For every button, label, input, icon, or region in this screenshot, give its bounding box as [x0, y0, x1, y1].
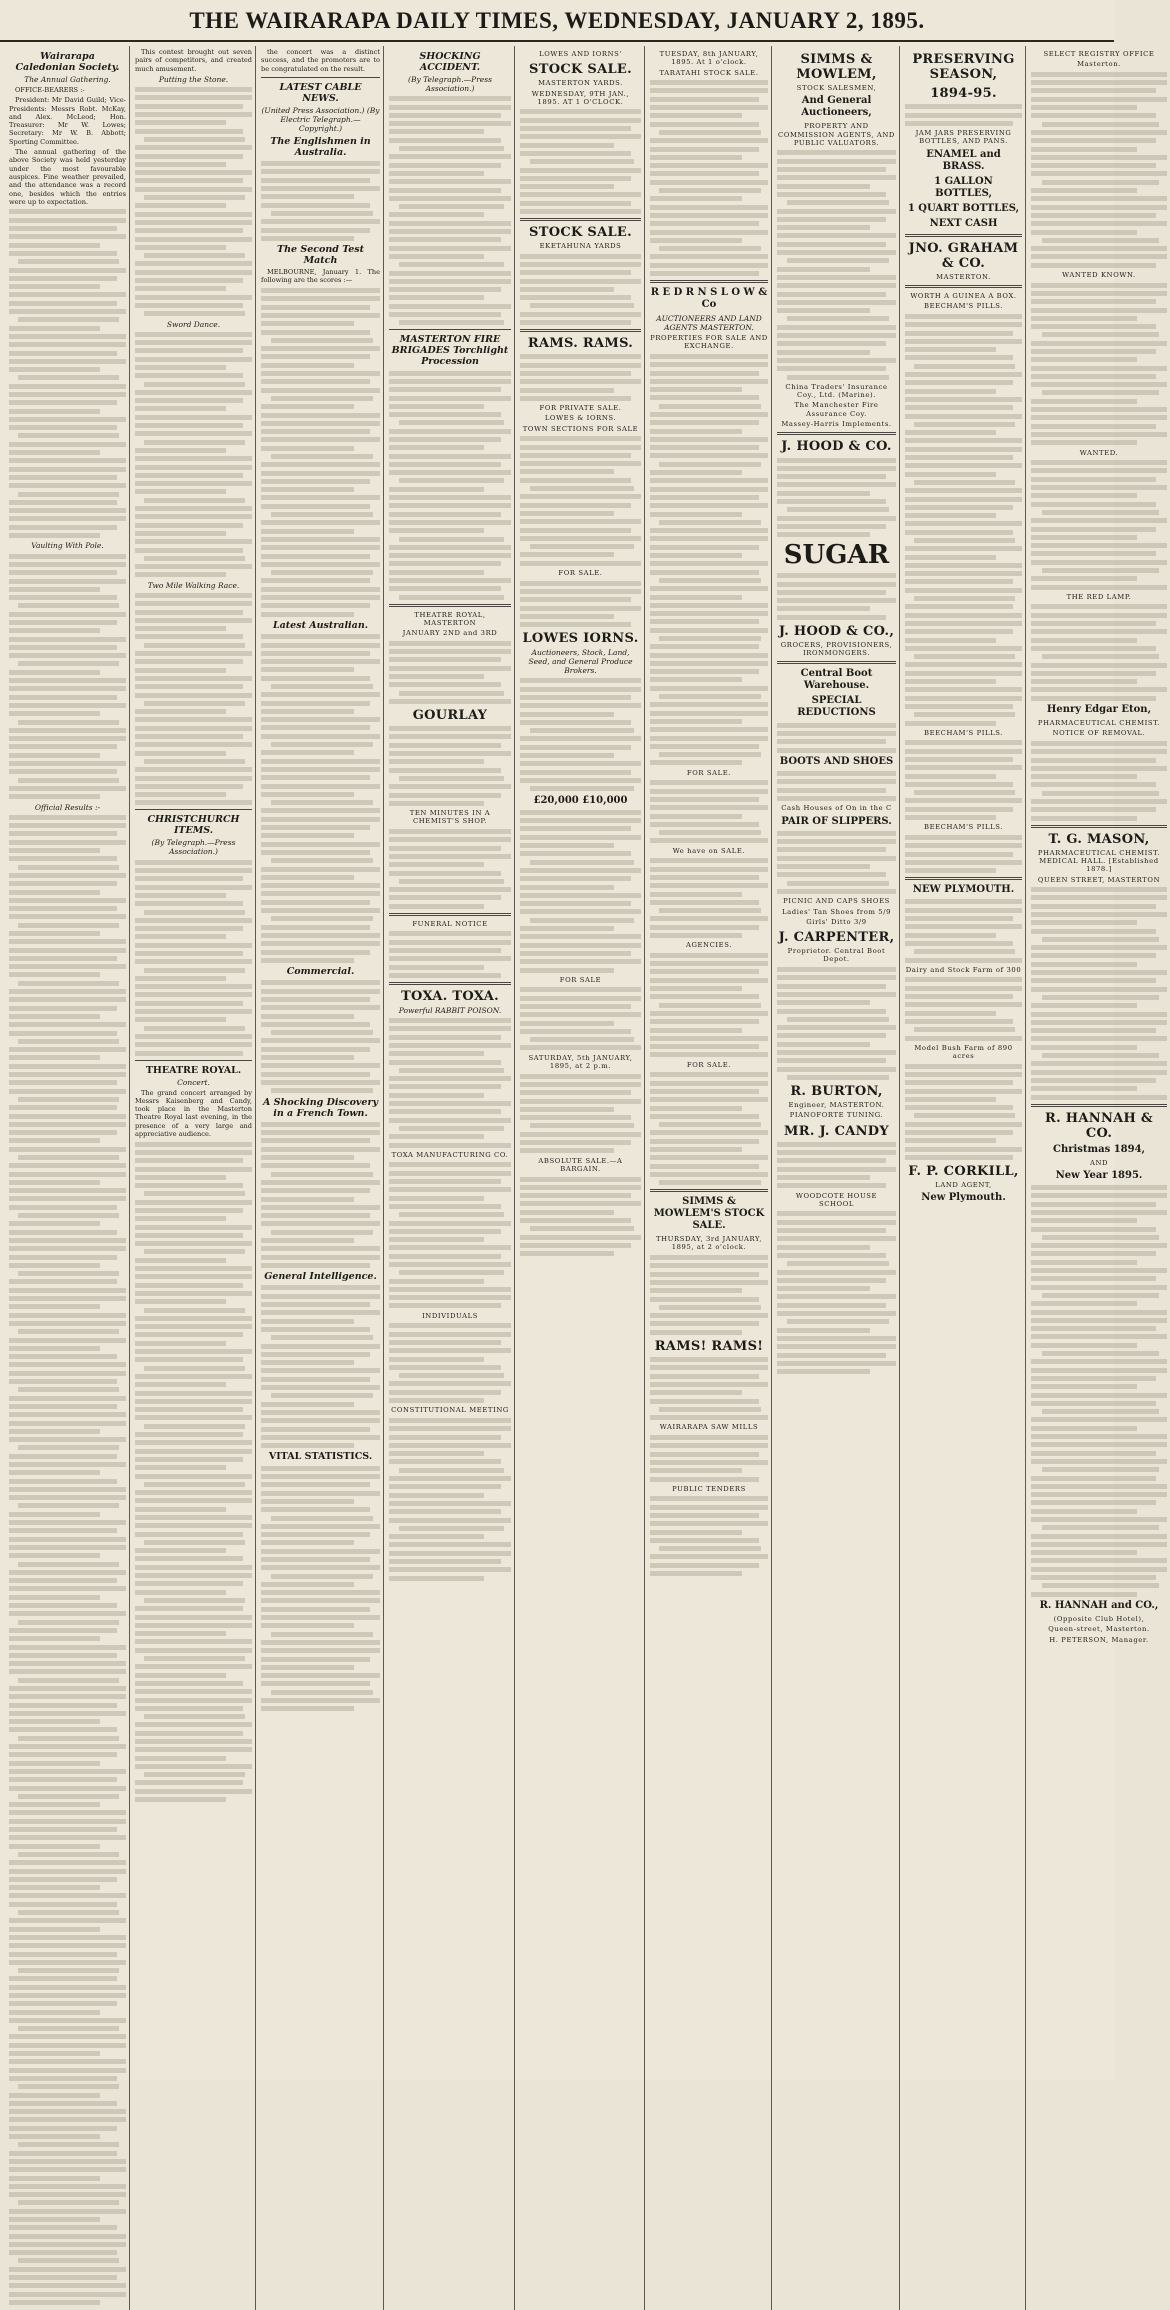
article-byline: (By Telegraph.—Press Association.): [408, 75, 492, 93]
advertisement-tagline: (Opposite Club Hotel),: [1053, 1614, 1145, 1623]
advertisement-item: FOR SALE.: [558, 569, 603, 578]
advertisement-body: [650, 858, 768, 938]
advertisement-body: [1031, 604, 1167, 700]
advertisement-item: TARATAHI STOCK SALE.: [659, 68, 759, 77]
advertisement-body: [1031, 283, 1167, 446]
advertisement-name: 1894-95.: [930, 86, 997, 101]
advertisement-body: [389, 726, 511, 806]
advertisement-item: We have on SALE.: [672, 846, 746, 855]
advertisement-item: China Traders' Insurance Coy., Ltd. (Marine).: [785, 382, 888, 400]
advertisement-name: J. HOOD & CO.: [781, 439, 892, 455]
advertisement-item: CONSTITUTIONAL MEETING: [391, 1406, 509, 1415]
advertisement-dates: TUESDAY, 8th JANUARY, 1895. At 1 o'clock.: [659, 50, 759, 67]
advertisement-item: PAIR OF SLIPPERS.: [781, 815, 892, 827]
advertisement-name: JNO. GRAHAM & CO.: [908, 240, 1019, 271]
advertisement-body: [1031, 741, 1167, 821]
divider: [389, 604, 511, 607]
advertisement-body: [389, 641, 511, 704]
article-headline: MASTERTON FIRE BRIGADES Torchlight Procession: [391, 334, 509, 368]
advertisement-tagline: PHARMACEUTICAL CHEMIST.: [1037, 719, 1161, 728]
advertisement-body: [777, 1142, 896, 1188]
advertisement-tagline: PHARMACEUTICAL CHEMIST. MEDICAL HALL. [Established 1878.]: [1037, 848, 1161, 874]
advertisement-item: PUBLIC TENDERS: [672, 1484, 746, 1493]
body-text-block: [261, 1466, 380, 1712]
advertisement-tagline: SPECIAL REDUCTIONS: [797, 695, 876, 719]
advertisement-body: [1031, 1185, 1167, 1597]
advertisement-body: [777, 723, 896, 753]
advertisement-body: [777, 573, 896, 619]
body-text-block: [261, 980, 380, 1093]
advertisement-tagline: AUCTIONEERS AND LAND AGENTS MASTERTON.: [656, 314, 762, 333]
columns: [6, 46, 1161, 2074]
article-subheadline: Concert.: [177, 1077, 210, 1087]
advertisement-item: LOWES & IORNS.: [544, 414, 617, 423]
advertisement-tagline: And General Auctioneers,: [801, 95, 872, 119]
advertisement-item: NOTICE OF REMOVAL.: [1052, 729, 1146, 738]
advertisement-item: FOR PRIVATE SALE.: [539, 404, 622, 413]
advertisement-item: JAM JARS PRESERVING BOTTLES, AND PANS.: [915, 129, 1012, 146]
advertisement-body: [650, 780, 768, 843]
advertisement-body: [520, 436, 641, 565]
advertisement-body: [777, 150, 896, 379]
section-label: Vaulting With Pole.: [31, 541, 104, 551]
body-text-block: [261, 634, 380, 963]
divider: [135, 1060, 252, 1061]
advertisement-dates: JANUARY 2ND and 3RD: [402, 629, 498, 638]
advertisement-item: Dairy and Stock Farm of 300: [905, 965, 1022, 974]
column-7: [774, 46, 900, 2310]
column-3: [258, 46, 384, 2310]
advertisement-body: [777, 458, 896, 538]
advertisement-feature-word: SUGAR: [783, 540, 890, 571]
article-headline: Commercial.: [286, 966, 355, 978]
results-list: [135, 332, 252, 578]
article-headline: General Intelligence.: [264, 1271, 377, 1283]
article-headline: SHOCKING ACCIDENT.: [419, 51, 481, 73]
advertisement-name: PRESERVING SEASON,: [912, 52, 1015, 82]
advertisement-item: PICNIC AND CAPS SHOES: [783, 897, 890, 906]
advertisement-item: TOXA MANUFACTURING CO.: [391, 1150, 509, 1159]
notice-body: [389, 931, 511, 977]
divider: [777, 432, 896, 435]
advertisement-body: [905, 1064, 1022, 1160]
column-5: [517, 46, 645, 2310]
advertisement-item: INDIVIDUALS: [421, 1311, 478, 1320]
advertisement-tagline: Auctioneers, Stock, Land, Seed, and General Produce Brokers.: [528, 648, 633, 676]
divider: [905, 234, 1022, 237]
advertisement-item: WOODCOTE HOUSE SCHOOL: [795, 1191, 878, 1208]
advertisement-item: WORTH A GUINEA A BOX.: [910, 292, 1017, 301]
advertisement-tagline: Engineer, MASTERTON.: [788, 1100, 885, 1109]
divider: [261, 77, 380, 78]
article-byline: (United Press Association.) (By Electric Telegraph.—Copyright.): [261, 105, 380, 133]
advertisement-body: [777, 771, 896, 801]
article-headline: THEATRE ROYAL.: [145, 1064, 242, 1076]
column-8: [902, 46, 1026, 2310]
advertisement-body: [905, 835, 1022, 873]
advertisement-item: ENAMEL and BRASS.: [926, 148, 1001, 172]
body-text-block: [9, 209, 126, 538]
advertisement-tagline: STOCK SALESMEN,: [796, 84, 877, 92]
advertisement-item: FOR SALE: [559, 975, 602, 984]
column-6: [647, 46, 772, 2310]
advertisement-item: PROPERTY AND COMMISSION AGENTS, AND PUBLIC VALUATORS.: [778, 122, 895, 147]
advertisement-tagline: MASTERTON.: [936, 272, 991, 281]
body-text-block: [261, 161, 380, 241]
article-headline: A Shocking Discovery in a French Town.: [262, 1096, 379, 1119]
column-4: [386, 46, 515, 2310]
advertisement-body: [905, 740, 1022, 820]
advertisement-body: [1031, 887, 1167, 1099]
advertisement-name: SIMMS & MOWLEM,: [796, 52, 877, 82]
advertisement-body: [650, 1357, 768, 1420]
advertisement-tagline: Masterton.: [1077, 60, 1121, 69]
article-text: MELBOURNE, January 1. The following are the scores :—: [261, 268, 380, 285]
advertisement-body: [520, 987, 641, 1050]
advertisement-item: WANTED KNOWN.: [1062, 271, 1136, 280]
article-text: This contest brought out seven pairs of competitors, and created much amusement.: [135, 48, 252, 73]
advertisement-body: [905, 314, 1022, 726]
advertisement-body: [905, 977, 1022, 1040]
advertisement-item: EKETAHUNA YARDS: [539, 242, 622, 251]
score-table: [261, 288, 380, 617]
advertisement-name: R. HANNAH and CO.,: [1039, 1599, 1159, 1611]
advertisement-body: [520, 581, 641, 627]
column-9: [1028, 46, 1170, 2310]
advertisement-body: [650, 1072, 768, 1185]
advertisement-item: AGENCIES.: [685, 941, 733, 950]
advertisement-name: RAMS! RAMS!: [654, 1338, 764, 1354]
divider: [1031, 825, 1167, 828]
advertisement-name: RAMS. RAMS.: [527, 336, 634, 352]
advertisement-name: Central Boot Warehouse.: [800, 668, 873, 692]
advertisement-dates: THURSDAY, 3rd JANUARY, 1895, at 2 o'clock.: [656, 1235, 762, 1252]
advertisement-item: Model Bush Farm of 890 acres: [914, 1043, 1013, 1061]
divider: [650, 1189, 768, 1192]
body-text-block: [261, 1122, 380, 1268]
advertisement-item: WANTED.: [1079, 448, 1119, 457]
advertisement-name: STOCK SALE.: [529, 225, 632, 241]
article-headline: Latest Australian.: [272, 619, 369, 631]
column-1: [6, 46, 130, 2310]
article-headline: Wairarapa Caledonian Society.: [15, 51, 120, 73]
article-subheadline: The Annual Gathering.: [24, 75, 111, 84]
advertisement-name: NEW PLYMOUTH.: [912, 884, 1015, 896]
advertisement-item: MASTERTON YARDS.: [538, 79, 623, 88]
article-byline: (By Telegraph.—Press Association.): [151, 838, 236, 857]
advertisement-item: 1 QUART BOTTLES,: [907, 202, 1020, 214]
divider: [389, 913, 511, 916]
column-2: [132, 46, 256, 2310]
body-text-block: [9, 554, 126, 800]
advertisement-body: [520, 1074, 641, 1154]
advertisement-body: [650, 80, 768, 276]
section-label: Sword Dance.: [166, 319, 221, 329]
advertisement-item: THE RED LAMP.: [1066, 592, 1132, 601]
advertisement-item: FOR SALE.: [686, 1060, 732, 1069]
advertisement-item: TEN MINUTES IN A CHEMIST'S SHOP.: [409, 809, 491, 826]
results-list: [135, 87, 252, 316]
advertisement-dates: WEDNESDAY, 9TH JAN., 1895. AT 1 O'CLOCK.: [531, 89, 630, 106]
article-headline: LATEST CABLE NEWS.: [279, 81, 362, 104]
divider: [905, 877, 1022, 880]
advertisement-item: FOR SALE.: [686, 768, 732, 777]
advertisement-body: [650, 1435, 768, 1481]
advertisement-item: QUEEN STREET, MASTERTON: [1037, 875, 1161, 884]
advertisement-body: [389, 1323, 511, 1403]
advertisement-name: TOXA. TOXA.: [401, 988, 499, 1004]
advertisement-item: Cash Houses of On in the C: [781, 804, 892, 813]
section-label: Putting the Stone.: [158, 74, 229, 84]
masthead: THE WAIRARAPA DAILY TIMES, WEDNESDAY, JANUARY 2, 1895.: [0, 8, 1114, 42]
advertisement-body: [650, 953, 768, 1058]
advertisement-name: SIMMS & MOWLEM'S STOCK SALE.: [653, 1196, 765, 1232]
article-text: President: Mr David Guild; Vice-Presidents: Messrs Robt. McKay, and Alex. McLeod; Hon. Treasurer: Mr W. Lowes; Secretary: Mr W. B. Abbott; Sporting Committee.: [9, 96, 126, 146]
advertisement-tagline: Christmas 1894,: [1052, 1143, 1146, 1155]
advertisement-name: R. HANNAH & CO.: [1045, 1110, 1153, 1141]
advertisement-body: [389, 829, 511, 909]
advertisement-item: BOOTS AND SHOES: [779, 755, 894, 767]
advertisement-item: 1 GALLON BOTTLES,: [934, 175, 993, 199]
advertisement-name: J. HOOD & CO.,: [778, 623, 895, 639]
advertisement-body: [1031, 72, 1167, 268]
advertisement-item: WAIRARAPA SAW MILLS: [659, 1423, 759, 1432]
advertisement-body: [389, 1018, 511, 1147]
article-text: OFFICE-BEARERS :-: [15, 86, 85, 94]
advertisement-name: R. BURTON,: [790, 1083, 883, 1099]
advertisement-tagline: Powerful RABBIT POISON.: [398, 1005, 502, 1015]
advertisement-item: PROPERTIES FOR SALE AND EXCHANGE.: [650, 334, 768, 351]
advertisement-body: [1031, 460, 1167, 589]
divider: [777, 661, 896, 664]
advertisement-name: GOURLAY: [412, 707, 488, 723]
advertisement-body: [650, 1255, 768, 1335]
advertisement-tagline: Queen-street, Masterton.: [1048, 1625, 1150, 1634]
divider: [520, 218, 641, 221]
advertisement-header: LOWES AND IORNS': [539, 50, 622, 58]
article-text: the concert was a distinct success, and the promoters are to be congratulated on the result.: [261, 48, 380, 73]
results-list: [135, 593, 252, 805]
divider: [389, 329, 511, 330]
body-text-block: [261, 1285, 380, 1448]
notice-header: FUNERAL NOTICE: [412, 919, 488, 928]
divider: [1031, 1104, 1167, 1107]
advertisement-amount: £20,000 £10,000: [533, 794, 628, 806]
advertisement-tagline: New Plymouth.: [921, 1192, 1006, 1204]
section-label: Official Results :-: [34, 802, 101, 812]
body-text-block: [135, 1142, 252, 1802]
advertisement-body: [905, 899, 1022, 962]
advertisement-name: LOWES IORNS.: [522, 631, 639, 647]
advertisement-body: [520, 254, 641, 325]
advertisement-body: [389, 1162, 511, 1308]
advertisement-header: THEATRE ROYAL, MASTERTON: [414, 610, 486, 627]
advertisement-tagline: H. PETERSON, Manager.: [1049, 1635, 1149, 1644]
advertisement-body: [777, 1211, 896, 1374]
advertisement-body: [520, 1177, 641, 1257]
advertisement-name: MR. J. CANDY: [784, 1123, 889, 1139]
advertisement-body: [520, 810, 641, 973]
advertisement-item: ABSOLUTE SALE.—A BARGAIN.: [538, 1156, 623, 1173]
body-text-block: [389, 371, 511, 600]
advertisement-body: [905, 104, 1022, 126]
advertisement-item: PIANOFORTE TUNING.: [789, 1111, 884, 1120]
advertisement-name: Henry Edgar Eton,: [1046, 704, 1152, 716]
advertisement-name: STOCK SALE.: [529, 62, 632, 78]
advertisement-name: J. CARPENTER,: [778, 930, 895, 946]
advertisement-body: [520, 678, 641, 791]
advertisement-body: [777, 967, 896, 1080]
article-text: The grand concert arranged by Messrs Kaisenberg and Candy, took place in the Masterton Theatre Royal last evening, in the presence of a very large and appreciative audience.: [135, 1088, 252, 1139]
advertisement-item: BEECHAM'S PILLS.: [923, 302, 1004, 311]
divider: [520, 329, 641, 332]
article-headline: CHRISTCHURCH ITEMS.: [147, 814, 240, 837]
advertisement-body: [520, 109, 641, 214]
advertisement-item: Ladies' Tan Shoes from 5/9: [781, 907, 892, 916]
divider: [905, 285, 1022, 288]
article-text: The annual gathering of the above Society was held yesterday under the most favourable auspices. Fine weather prevailed, and the attendance was a record one, besides which the entries were up to expectation.: [9, 148, 126, 206]
advertisement-body: [520, 354, 641, 400]
divider: [650, 280, 768, 283]
advertisement-item: The Manchester Fire Assurance Coy.: [794, 401, 879, 418]
advertisement-item: Girls' Ditto 3/9: [806, 917, 867, 926]
divider: [135, 809, 252, 810]
body-text-block: [135, 860, 252, 1056]
advertisement-item: TOWN SECTIONS FOR SALE: [522, 424, 639, 433]
section-label: Two Mile Walking Race.: [147, 580, 240, 590]
body-text-block: [389, 96, 511, 325]
advertisement-header: SELECT REGISTRY OFFICE: [1043, 50, 1155, 58]
advertisement-body: [777, 831, 896, 894]
advertisement-item: BEECHAM'S PILLS.: [923, 823, 1004, 832]
advertisement-dates: SATURDAY, 5th JANUARY, 1895, at 2 p.m.: [528, 1053, 633, 1071]
advertisement-tagline: AND: [1089, 1158, 1109, 1167]
advertisement-body: [650, 1496, 768, 1576]
body-text-block: [9, 815, 126, 2305]
advertisement-tagline: Proprietor. Central Boot Depot.: [787, 947, 886, 964]
article-headline: The Second Test Match: [277, 244, 364, 267]
advertisement-item: BEECHAM'S PILLS.: [923, 728, 1004, 737]
article-headline: The Englishmen in Australia.: [270, 135, 371, 158]
divider: [389, 982, 511, 985]
article-headline: VITAL STATISTICS.: [268, 1451, 373, 1463]
advertisement-tagline: New Year 1895.: [1055, 1169, 1143, 1181]
advertisement-name: R E D R N S L O W & Co: [650, 287, 768, 311]
advertisement-item: Massey-Harris Implements.: [781, 419, 892, 428]
advertisement-name: F. P. CORKILL,: [908, 1163, 1019, 1179]
advertisement-item: NEXT CASH: [929, 217, 998, 229]
advertisement-name: T. G. MASON,: [1048, 831, 1150, 847]
advertisement-tagline: GROCERS, PROVISIONERS, IRONMONGERS.: [780, 640, 893, 658]
advertisement-body: [650, 354, 768, 766]
advertisement-body: [389, 1418, 511, 1581]
advertisement-tagline: LAND AGENT,: [935, 1180, 992, 1189]
